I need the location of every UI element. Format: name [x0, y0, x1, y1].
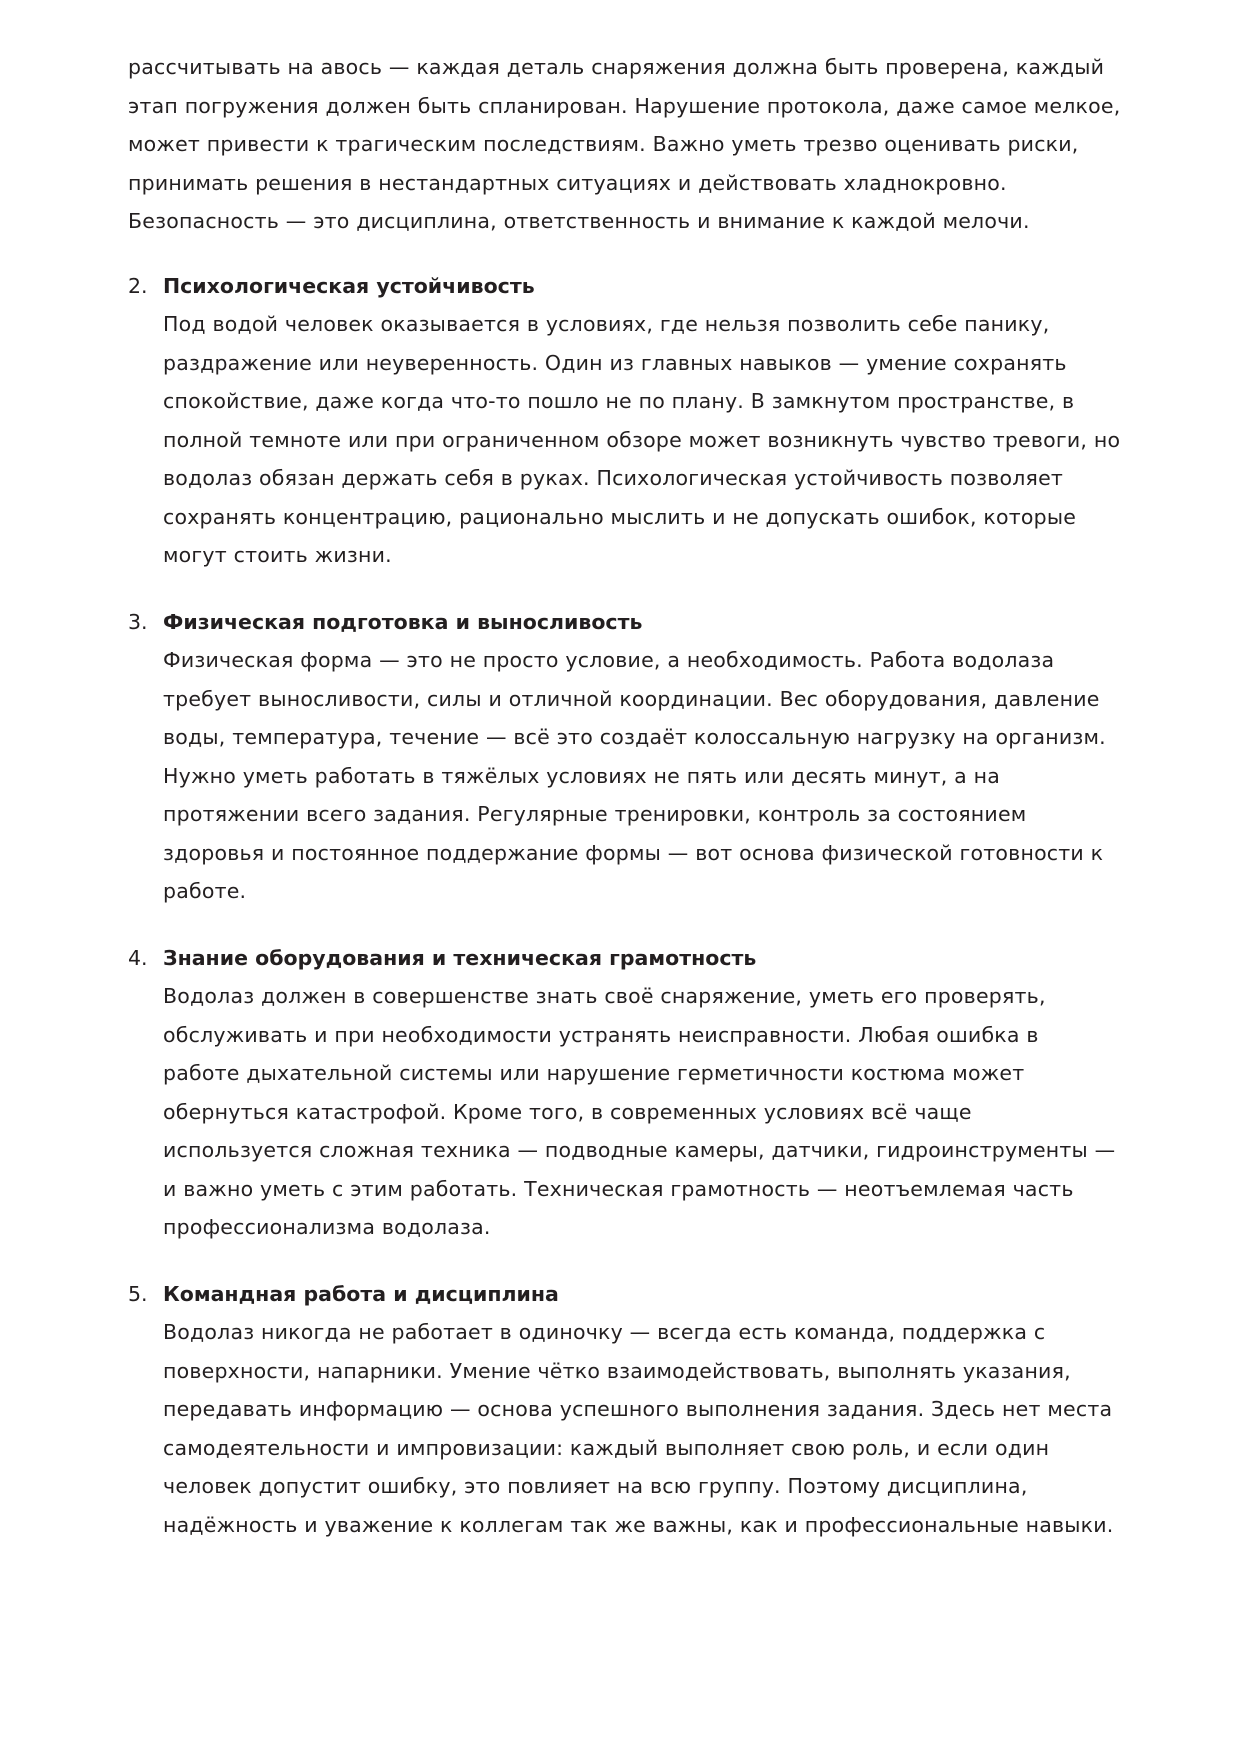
list-item — [128, 1275, 1121, 1545]
list-item-body: Водолаз никогда не работает в одиночку — всегда есть команда, поддержка с поверхности, напарники. Умение чётко взаимодействовать, выполнять указания, передавать информацию — основа успешного выполнения задания. Здесь нет места самодеятельности и импровизации: каждый выполняет свою роль, и если один человек допустит ошибку, это повлияет на всю группу. Поэтому дисциплина, надёжность и уважение к коллегам так же важны, как и профессиональные навыки. — [163, 1320, 1114, 1537]
list-item — [128, 939, 1121, 1247]
list-item — [128, 267, 1121, 575]
list-item-body: Физическая форма — это не просто условие, а необходимость. Работа водолаза требует выносливости, силы и отличной координации. Вес оборудования, давление воды, температура, течение — всё это создаёт колоссальную нагрузку на организм. Нужно уметь работать в тяжёлых условиях не пять или десять минут, а на протяжении всего задания. Регулярные тренировки, контроль за состоянием здоровья и постоянное поддержание формы — вот основа физической готовности к работе. — [163, 648, 1106, 903]
skills-list — [128, 267, 1121, 1545]
list-item-title: Знание оборудования и техническая грамотность — [163, 945, 757, 970]
list-item-body: Водолаз должен в совершенстве знать своё снаряжение, уметь его проверять, обслуживать и при необходимости устранять неисправности. Любая ошибка в работе дыхательной системы или нарушение герметичности костюма может обернуться катастрофой. Кроме того, в современных условиях всё чаще используется сложная техника — подводные камеры, датчики, гидроинструменты — и важно уметь с этим работать. Техническая грамотность — неотъемлемая часть профессионализма водолаза. — [163, 984, 1116, 1239]
list-item-title: Физическая подготовка и выносливость — [163, 609, 643, 634]
intro-paragraph: рассчитывать на авось — каждая деталь снаряжения должна быть проверена, каждый этап погружения должен быть спланирован. Нарушение протокола, даже самое мелкое, может привести к трагическим последствиям. Важно уметь трезво оценивать риски, принимать решения в нестандартных ситуациях и действовать хладнокровно. Безопасность — это дисциплина, ответственность и внимание к каждой мелочи. — [128, 55, 1121, 233]
list-item — [128, 603, 1121, 911]
list-item-title: Командная работа и дисциплина — [163, 1281, 559, 1306]
list-item-title: Психологическая устойчивость — [163, 273, 535, 298]
list-item-body: Под водой человек оказывается в условиях, где нельзя позволить себе панику, раздражение или неуверенность. Один из главных навыков — умение сохранять спокойствие, даже когда что-то пошло не по плану. В замкнутом пространстве, в полной темноте или при ограниченном обзоре может возникнуть чувство тревоги, но водолаз обязан держать себя в руках. Психологическая устойчивость позволяет сохранять концентрацию, рационально мыслить и не допускать ошибок, которые могут стоить жизни. — [163, 312, 1121, 567]
